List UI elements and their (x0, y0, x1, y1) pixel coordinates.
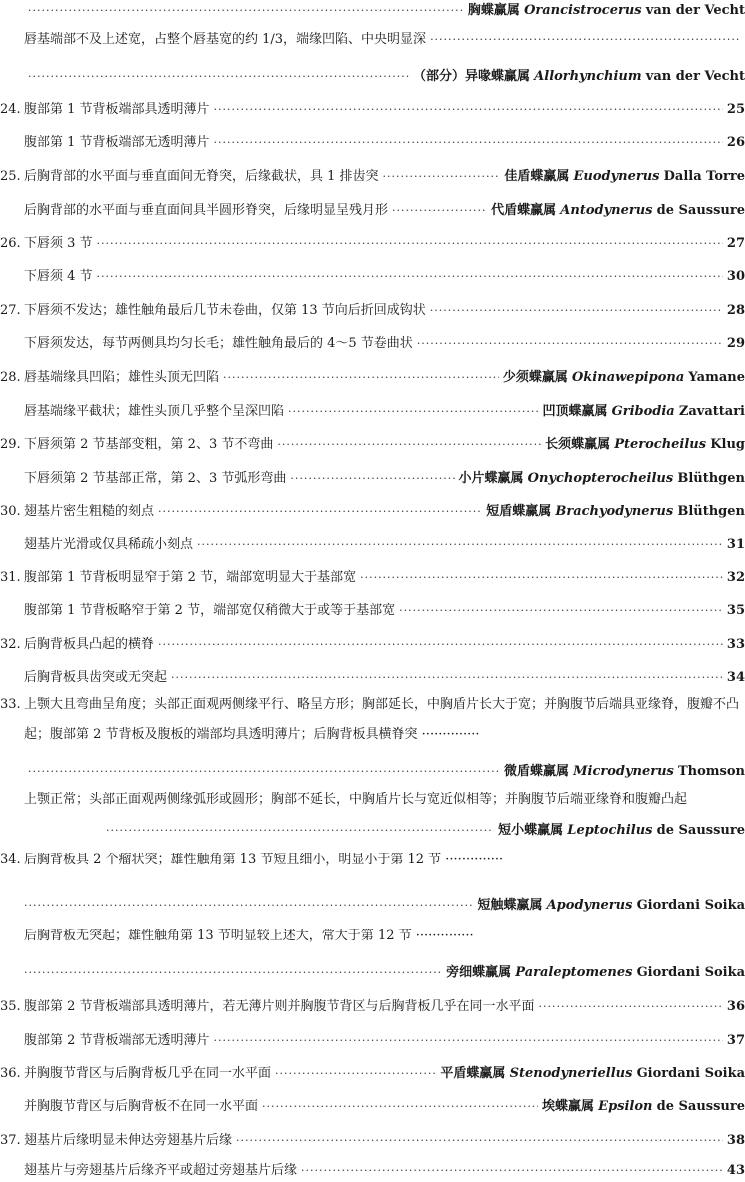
key-line (0, 1160, 745, 1182)
couplet-text: 唇基端缘平截状；雄性头顶几乎整个呈深凹陷 (24, 404, 285, 419)
leader-dots (430, 29, 741, 51)
genus-chinese-name: 凹顶蝶赢属 (542, 404, 608, 419)
key-paragraph (0, 929, 745, 957)
couplet-reference: 35 (726, 603, 745, 618)
genus-chinese-name: 佳盾蝶赢属 (504, 169, 570, 184)
key-line (0, 333, 745, 355)
couplet-text: 并胸腹节背区与后胸背板不在同一水平面 (24, 1099, 259, 1114)
genus-latin-name: Orancistrocerus (524, 3, 642, 18)
couplet-text: 唇基端部不及上述宽，占整个唇基宽的约 1/3，端缘凹陷、中央明显深 (24, 32, 427, 47)
key-line (0, 132, 745, 154)
leader-dots (214, 1030, 723, 1052)
couplet-text: 腹部第 1 节背板明显窄于第 2 节，端部宽明显大于基部宽 (24, 570, 357, 585)
genus-latin-name: Apodynerus (546, 898, 633, 913)
couplet-text: 腹部第 2 节背板端部无透明薄片 (24, 1033, 210, 1048)
genus-author: de Saussure (656, 203, 745, 218)
key-line (0, 1096, 745, 1118)
genus-author: Giordani Soika (636, 965, 745, 980)
genus-author: Blüthgen (677, 504, 745, 519)
genus-latin-name: Leptochilus (567, 823, 653, 838)
genus-latin-name: Gribodia (611, 404, 675, 419)
genus-latin-name: Pterocheilus (614, 437, 707, 452)
key-result (446, 962, 745, 984)
genus-author: Giordani Soika (636, 1066, 745, 1081)
key-result (413, 66, 745, 88)
leader-dots (214, 99, 723, 121)
key-result (727, 600, 745, 622)
genus-latin-name: Microdynerus (573, 764, 674, 779)
couplet-number: 27. (0, 303, 21, 318)
genus-chinese-name: 胸蝶赢属 (467, 3, 520, 18)
key-result (486, 501, 745, 523)
key-result (542, 401, 745, 423)
key-result (727, 567, 745, 589)
couplet-text: 下唇须第 2 节基部正常，第 2、3 节弧形弯曲 (24, 471, 287, 486)
couplet-text: 唇基端缘具凹陷；雄性头顶无凹陷 (24, 370, 220, 385)
genus-latin-name: Brachyodynerus (555, 504, 674, 519)
genus-latin-name: Antodynerus (560, 203, 653, 218)
couplet-number: 24. (0, 102, 21, 117)
key-line (0, 233, 745, 255)
key-result (727, 266, 745, 288)
couplet-number: 35. (0, 999, 21, 1014)
leader-dots: ·············· (417, 727, 480, 742)
key-line (0, 962, 745, 984)
genus-author: Giordani Soika (636, 898, 745, 913)
genus-author: de Saussure (656, 1099, 745, 1114)
key-result (727, 996, 745, 1018)
key-result (727, 1130, 745, 1152)
genus-author: van der Vecht (645, 69, 745, 84)
couplet-number: 28. (0, 370, 21, 385)
couplet-number: 31. (0, 570, 21, 585)
couplet-text: 翅基片与旁翅基片后缘齐平或超过旁翅基片后缘 (24, 1163, 298, 1178)
leader-dots (360, 567, 723, 589)
couplet-reference: 30 (726, 269, 745, 284)
couplet-number: 25. (0, 169, 21, 184)
couplet-text: 下唇须第 2 节基部变粗，第 2、3 节不弯曲 (24, 437, 274, 452)
key-result (727, 99, 745, 121)
key-line (0, 820, 745, 842)
genus-chinese-name: 埃蝶赢属 (542, 1099, 595, 1114)
key-result (498, 820, 745, 842)
key-line (0, 534, 745, 556)
couplet-reference: 29 (726, 336, 745, 351)
genus-chinese-name: 微盾蝶赢属 (503, 764, 569, 779)
key-result (727, 634, 745, 656)
key-line (0, 501, 745, 523)
key-result (491, 200, 745, 222)
key-result (727, 667, 745, 689)
genus-author: Zavattari (678, 404, 745, 419)
key-line (0, 1063, 745, 1085)
genus-chinese-name: 短小蝶赢属 (498, 823, 564, 838)
leader-dots (28, 0, 464, 22)
key-result (727, 300, 745, 322)
leader-dots (97, 266, 723, 288)
key-line (0, 166, 745, 188)
couplet-number: 37. (0, 1133, 21, 1148)
couplet-number: 34. (0, 853, 21, 867)
leader-dots (392, 200, 487, 222)
couplet-text: 下唇须 3 节 (24, 236, 93, 251)
leader-dots (301, 1160, 723, 1182)
couplet-reference: 32 (726, 570, 745, 585)
couplet-text: 翅基片光滑或仅具稀疏小刻点 (24, 537, 194, 552)
key-result (545, 434, 745, 456)
couplet-number: 29. (0, 437, 21, 452)
leader-dots (97, 233, 723, 255)
couplet-text: 后胸背部的水平面与垂直面间具半圆形脊突，后缘明显呈残月形 (24, 203, 389, 218)
key-line (0, 1130, 745, 1152)
key-line (0, 1030, 745, 1052)
genus-chinese-name: 长须蝶赢属 (545, 437, 611, 452)
genus-chinese-name: 平盾蝶赢属 (440, 1066, 506, 1081)
key-result (504, 166, 745, 188)
key-line (0, 434, 745, 456)
couplet-reference: 37 (726, 1033, 745, 1048)
leader-dots (236, 1130, 723, 1152)
key-result (468, 0, 745, 22)
genus-author: van der Vecht (645, 3, 745, 18)
leader-dots (28, 761, 500, 783)
couplet-text: 翅基片后缘明显未伸达旁翅基片后缘 (24, 1133, 233, 1148)
key-line (0, 300, 745, 322)
leader-dots (106, 820, 494, 842)
couplet-number: 33. (0, 697, 21, 712)
genus-author: Thomson (678, 764, 745, 779)
couplet-number: 36. (0, 1066, 21, 1081)
key-result (504, 761, 745, 783)
key-paragraph (0, 853, 745, 881)
couplet-text: 上颚正常；头部正面观两侧缘弧形或圆形；胸部不延长，中胸盾片长与宽近似相等；并胸腹节后端亚缘脊和腹瓣凸起 (24, 792, 688, 807)
genus-latin-name: Euodynerus (573, 169, 660, 184)
leader-dots (223, 367, 499, 389)
leader-dots (417, 333, 723, 355)
genus-chinese-name: 小片蝶赢属 (458, 471, 524, 486)
genus-latin-name: Onychopterocheilus (527, 471, 674, 486)
leader-dots (158, 501, 482, 523)
key-result (542, 1096, 745, 1118)
couplet-text: 后胸背部的水平面与垂直面间无脊突，后缘截状，具 1 排齿突 (24, 169, 379, 184)
genus-chinese-name: 代盾蝶赢属 (491, 203, 557, 218)
genus-latin-name: Okinawepipona (571, 370, 685, 385)
couplet-text: 翅基片密生粗糙的刻点 (24, 504, 155, 519)
leader-dots (262, 1096, 538, 1118)
leader-dots: ·············· (441, 853, 504, 867)
key-line (0, 0, 745, 22)
key-result (440, 1063, 745, 1085)
genus-author: Dalla Torre (663, 169, 745, 184)
key-line (0, 401, 745, 423)
genus-latin-name: Paraleptomenes (515, 965, 633, 980)
couplet-reference: 34 (726, 670, 745, 685)
leader-dots (171, 667, 723, 689)
leader-dots (275, 1063, 436, 1085)
genus-chinese-name: 短触蝶赢属 (477, 898, 543, 913)
genus-author: Yamane (688, 370, 745, 385)
key-line (0, 895, 745, 917)
leader-dots (288, 401, 538, 423)
key-result (503, 367, 745, 389)
key-result (459, 468, 745, 490)
key-line (0, 567, 745, 589)
leader-dots (28, 66, 409, 88)
couplet-text: 腹部第 1 节背板略窄于第 2 节，端部宽仅稍微大于或等于基部宽 (24, 603, 396, 618)
couplet-reference: 38 (726, 1133, 745, 1148)
genus-chinese-name: 少须蝶赢属 (502, 370, 568, 385)
leader-dots (158, 634, 723, 656)
couplet-text: 下唇须不发达；雄性触角最后几节未卷曲，仅第 13 节向后折回成钩状 (24, 303, 426, 318)
genus-chinese-name: 短盾蝶赢属 (486, 504, 552, 519)
key-line (0, 99, 745, 121)
couplet-reference: 31 (726, 537, 745, 552)
leader-dots (24, 962, 442, 984)
key-line (0, 761, 745, 783)
leader-dots (214, 132, 723, 154)
leader-dots (430, 300, 723, 322)
leader-dots (277, 434, 541, 456)
key-line (0, 266, 745, 288)
genus-author: Blüthgen (677, 471, 745, 486)
genus-author: Klug (710, 437, 745, 452)
couplet-reference: 33 (726, 637, 745, 652)
genus-chinese-name: 旁细蝶赢属 (446, 965, 512, 980)
couplet-number: 32. (0, 637, 21, 652)
couplet-reference: 26 (726, 135, 745, 150)
key-result (727, 534, 745, 556)
key-result (477, 895, 745, 917)
leader-dots (197, 534, 723, 556)
couplet-text: 腹部第 2 节背板端部具透明薄片，若无薄片则并胸腹节背区与后胸背板几乎在同一水平面 (24, 999, 535, 1014)
key-line (0, 468, 745, 490)
leader-dots (399, 600, 723, 622)
couplet-text: 后胸背板具 2 个瘤状突；雄性触角第 13 节短且细小，明显小于第 12 节 (24, 853, 442, 867)
couplet-text: 下唇须 4 节 (24, 269, 93, 284)
couplet-text: 后胸背板无突起；雄性触角第 13 节明显较上述大，常大于第 12 节 (24, 929, 412, 943)
couplet-number: 30. (0, 504, 21, 519)
leader-dots: ·············· (411, 929, 474, 943)
key-line (0, 367, 745, 389)
couplet-text: 并胸腹节背区与后胸背板几乎在同一水平面 (24, 1066, 272, 1081)
genus-latin-name: Allorhynchium (534, 69, 642, 84)
key-line (0, 634, 745, 656)
couplet-text: 腹部第 1 节背板端部无透明薄片 (24, 135, 210, 150)
leader-dots (24, 895, 473, 917)
key-result (727, 132, 745, 154)
couplet-reference: 28 (726, 303, 745, 318)
couplet-reference: 36 (726, 999, 745, 1014)
couplet-text: 后胸背板具凸起的横脊 (24, 637, 155, 652)
key-result (727, 333, 745, 355)
key-result (727, 233, 745, 255)
genus-latin-name: Stenodyneriellus (509, 1066, 633, 1081)
key-line (0, 200, 745, 222)
leader-dots (290, 468, 454, 490)
key-line (0, 996, 745, 1018)
genus-chinese-name: （部分）异喙蝶赢属 (413, 69, 531, 84)
couplet-text: 上颚大且弯曲呈角度；头部正面观两侧缘平行、略呈方形；胸部延长，中胸盾片长大于宽；并胸腹节后端具亚缘脊，腹瓣不凸起；腹部第 2 节背板及腹板的端部均具透明薄片；后胸背板具横脊突 (24, 697, 740, 742)
couplet-text: 腹部第 1 节背板端部具透明薄片 (24, 102, 210, 117)
genus-latin-name: Epsilon (598, 1099, 653, 1114)
key-line (0, 66, 745, 88)
leader-dots (383, 166, 501, 188)
couplet-text: 后胸背板具齿突或无突起 (24, 670, 168, 685)
couplet-number: 26. (0, 236, 21, 251)
leader-dots (539, 996, 723, 1018)
key-result (727, 1030, 745, 1052)
key-line (0, 600, 745, 622)
couplet-reference: 25 (726, 102, 745, 117)
couplet-reference: 43 (726, 1163, 745, 1178)
key-line (0, 667, 745, 689)
key-paragraph (0, 690, 745, 750)
key-result (727, 1160, 745, 1182)
key-line (0, 29, 745, 51)
genus-author: de Saussure (656, 823, 745, 838)
couplet-text: 下唇须发达，每节两侧具均匀长毛；雄性触角最后的 4～5 节卷曲状 (24, 336, 413, 351)
couplet-reference: 27 (726, 236, 745, 251)
